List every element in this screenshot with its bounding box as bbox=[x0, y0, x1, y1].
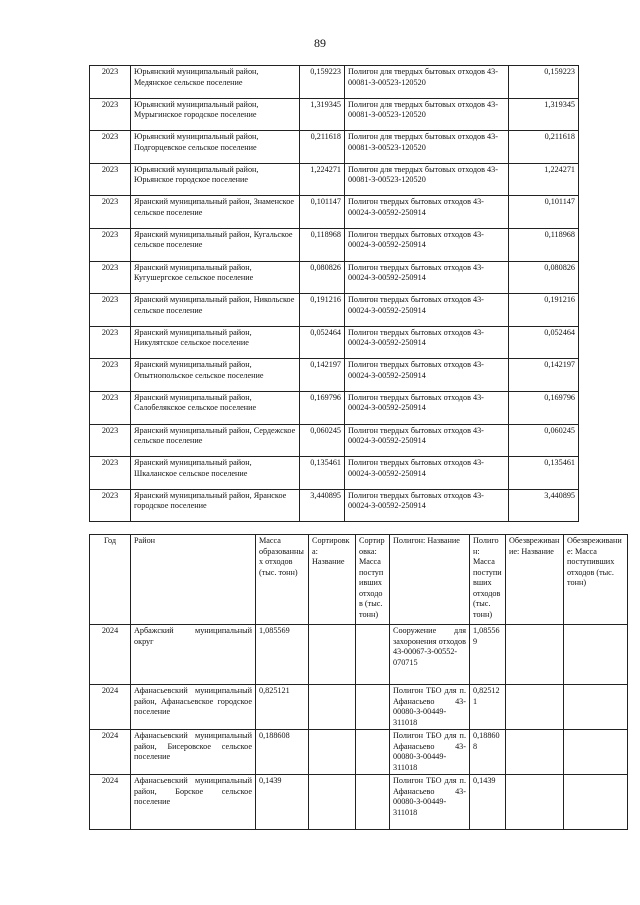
cell-district: Яранский муниципальный район, Никольское сельское поселение bbox=[131, 294, 300, 327]
cell-mass: 0,080826 bbox=[300, 261, 345, 294]
cell-landfill: Полигон для твердых бытовых отходов 43-00081-З-00523-120520 bbox=[345, 98, 509, 131]
header-district: Район bbox=[131, 535, 256, 625]
cell-mass: 0,169796 bbox=[300, 391, 345, 424]
cell-district: Яранский муниципальный район, Никулятское сельское поселение bbox=[131, 326, 300, 359]
cell-neutr-name bbox=[506, 775, 564, 830]
cell-mass: 0,060245 bbox=[300, 424, 345, 457]
cell-mass: 0,159223 bbox=[300, 66, 345, 99]
cell-landfill: Полигон для твердых бытовых отходов 43-00081-З-00523-120520 bbox=[345, 131, 509, 164]
cell-district: Яранский муниципальный район, Салобелякское сельское поселение bbox=[131, 391, 300, 424]
table-row bbox=[90, 424, 579, 457]
cell-mass: 0,118968 bbox=[300, 228, 345, 261]
table-row bbox=[90, 196, 579, 229]
table-row bbox=[90, 730, 628, 775]
table-row bbox=[90, 625, 628, 685]
cell-landfill: Полигон твердых бытовых отходов 43-00024-З-00592-250914 bbox=[345, 489, 509, 522]
cell-year: 2023 bbox=[90, 489, 131, 522]
cell-landfill: Полигон твердых бытовых отходов 43-00024-З-00592-250914 bbox=[345, 424, 509, 457]
cell-year: 2023 bbox=[90, 98, 131, 131]
cell-district: Яранский муниципальный район, Опытнопольское сельское поселение bbox=[131, 359, 300, 392]
table-row bbox=[90, 294, 579, 327]
cell-mass: 0,1439 bbox=[256, 775, 309, 830]
header-sort-mass: Сортировка: Масса поступивших отходов (тыс. тонн) bbox=[356, 535, 390, 625]
cell-neutr-name bbox=[506, 625, 564, 685]
cell-neutr-mass bbox=[564, 775, 628, 830]
cell-year: 2024 bbox=[90, 730, 131, 775]
cell-neutr-mass bbox=[564, 625, 628, 685]
waste-table-2024 bbox=[89, 534, 628, 830]
cell-total: 0,211618 bbox=[509, 131, 579, 164]
cell-mass: 1,224271 bbox=[300, 163, 345, 196]
table-row bbox=[90, 775, 628, 830]
cell-total: 0,080826 bbox=[509, 261, 579, 294]
cell-year: 2023 bbox=[90, 66, 131, 99]
header-landfill-name: Полигон: Название bbox=[390, 535, 470, 625]
cell-total: 0,060245 bbox=[509, 424, 579, 457]
cell-landfill: Полигон твердых бытовых отходов 43-00024-З-00592-250914 bbox=[345, 326, 509, 359]
cell-mass: 0,052464 bbox=[300, 326, 345, 359]
cell-district: Яранский муниципальный район, Яранское городское поселение bbox=[131, 489, 300, 522]
cell-year: 2023 bbox=[90, 261, 131, 294]
cell-landfill: Полигон твердых бытовых отходов 43-00024-З-00592-250914 bbox=[345, 261, 509, 294]
cell-district: Афанасьевский муниципальный район, Борское сельское поселение bbox=[131, 775, 256, 830]
cell-landfill: Полигон для твердых бытовых отходов 43-00081-З-00523-120520 bbox=[345, 66, 509, 99]
cell-total: 0,159223 bbox=[509, 66, 579, 99]
cell-neutr-name bbox=[506, 730, 564, 775]
cell-year: 2023 bbox=[90, 391, 131, 424]
table-header-row bbox=[90, 535, 628, 625]
cell-sort-mass bbox=[356, 730, 390, 775]
cell-sort-mass bbox=[356, 625, 390, 685]
cell-landfill-mass: 1,085569 bbox=[470, 625, 506, 685]
cell-landfill: Полигон твердых бытовых отходов 43-00024-З-00592-250914 bbox=[345, 228, 509, 261]
cell-landfill: Полигон твердых бытовых отходов 43-00024-З-00592-250914 bbox=[345, 391, 509, 424]
cell-mass: 1,319345 bbox=[300, 98, 345, 131]
header-year: Год bbox=[90, 535, 131, 625]
cell-landfill-name: Полигон ТБО для п. Афанасьево 43-00080-З-00449-311018 bbox=[390, 730, 470, 775]
cell-year: 2023 bbox=[90, 457, 131, 490]
cell-total: 1,224271 bbox=[509, 163, 579, 196]
cell-landfill: Полигон твердых бытовых отходов 43-00024-З-00592-250914 bbox=[345, 457, 509, 490]
cell-total: 0,118968 bbox=[509, 228, 579, 261]
cell-district: Юрьянский муниципальный район, Подгорцевское сельское поселение bbox=[131, 131, 300, 164]
cell-mass: 0,142197 bbox=[300, 359, 345, 392]
table-row bbox=[90, 131, 579, 164]
cell-year: 2024 bbox=[90, 625, 131, 685]
cell-total: 0,191216 bbox=[509, 294, 579, 327]
cell-landfill: Полигон для твердых бытовых отходов 43-00081-З-00523-120520 bbox=[345, 163, 509, 196]
cell-total: 0,142197 bbox=[509, 359, 579, 392]
cell-landfill-mass: 0,1439 bbox=[470, 775, 506, 830]
table-row bbox=[90, 261, 579, 294]
table-row bbox=[90, 326, 579, 359]
table-row bbox=[90, 489, 579, 522]
cell-total: 0,101147 bbox=[509, 196, 579, 229]
cell-total: 0,052464 bbox=[509, 326, 579, 359]
header-neutr-name: Обезвреживание: Название bbox=[506, 535, 564, 625]
cell-landfill: Полигон твердых бытовых отходов 43-00024-З-00592-250914 bbox=[345, 294, 509, 327]
cell-district: Арбажский муниципальный округ bbox=[131, 625, 256, 685]
cell-sort-mass bbox=[356, 685, 390, 730]
table-row bbox=[90, 359, 579, 392]
cell-landfill-name: Полигон ТБО для п. Афанасьево 43-00080-З-00449-311018 bbox=[390, 775, 470, 830]
cell-landfill-mass: 0,188608 bbox=[470, 730, 506, 775]
cell-mass: 0,191216 bbox=[300, 294, 345, 327]
cell-sort-name bbox=[309, 775, 356, 830]
cell-sort-name bbox=[309, 730, 356, 775]
cell-total: 0,169796 bbox=[509, 391, 579, 424]
cell-mass: 0,188608 bbox=[256, 730, 309, 775]
cell-landfill-name: Полигон ТБО для п. Афанасьево 43-00080-З-00449-311018 bbox=[390, 685, 470, 730]
cell-landfill: Полигон твердых бытовых отходов 43-00024-З-00592-250914 bbox=[345, 196, 509, 229]
cell-total: 1,319345 bbox=[509, 98, 579, 131]
cell-year: 2023 bbox=[90, 163, 131, 196]
cell-mass: 0,825121 bbox=[256, 685, 309, 730]
cell-year: 2024 bbox=[90, 685, 131, 730]
cell-total: 3,440895 bbox=[509, 489, 579, 522]
header-landfill-mass: Полигон: Масса поступивших отходов (тыс. тонн) bbox=[470, 535, 506, 625]
header-neutr-mass: Обезвреживание: Масса поступивших отходов (тыс. тонн) bbox=[564, 535, 628, 625]
page-number: 89 bbox=[314, 36, 326, 50]
cell-neutr-name bbox=[506, 685, 564, 730]
cell-sort-name bbox=[309, 625, 356, 685]
cell-district: Юрьянский муниципальный район, Юрьянское городское поселение bbox=[131, 163, 300, 196]
table-row bbox=[90, 228, 579, 261]
cell-district: Афанасьевский муниципальный район, Бисеровское сельское поселение bbox=[131, 730, 256, 775]
cell-mass: 1,085569 bbox=[256, 625, 309, 685]
cell-mass: 3,440895 bbox=[300, 489, 345, 522]
cell-district: Юрьянский муниципальный район, Медянское сельское поселение bbox=[131, 66, 300, 99]
cell-year: 2023 bbox=[90, 131, 131, 164]
cell-sort-mass bbox=[356, 775, 390, 830]
cell-year: 2023 bbox=[90, 424, 131, 457]
cell-district: Яранский муниципальный район, Кугушергское сельское поселение bbox=[131, 261, 300, 294]
cell-district: Яранский муниципальный район, Шкаланское сельское поселение bbox=[131, 457, 300, 490]
table-row bbox=[90, 66, 579, 99]
cell-year: 2023 bbox=[90, 326, 131, 359]
header-mass: Масса образованных отходов (тыс. тонн) bbox=[256, 535, 309, 625]
cell-district: Юрьянский муниципальный район, Мурыгинское городское поселение bbox=[131, 98, 300, 131]
cell-landfill-mass: 0,825121 bbox=[470, 685, 506, 730]
cell-landfill-name: Сооружение для захоронения отходов 43-00067-З-00552-070715 bbox=[390, 625, 470, 685]
table-row bbox=[90, 163, 579, 196]
cell-sort-name bbox=[309, 685, 356, 730]
cell-district: Яранский муниципальный район, Знаменское сельское поселение bbox=[131, 196, 300, 229]
cell-district: Афанасьевский муниципальный район, Афанасьевское городское поселение bbox=[131, 685, 256, 730]
cell-mass: 0,211618 bbox=[300, 131, 345, 164]
cell-year: 2023 bbox=[90, 228, 131, 261]
table-row bbox=[90, 391, 579, 424]
table-row bbox=[90, 98, 579, 131]
cell-district: Яранский муниципальный район, Кугальское сельское поселение bbox=[131, 228, 300, 261]
waste-table-2023 bbox=[89, 65, 579, 522]
cell-mass: 0,135461 bbox=[300, 457, 345, 490]
cell-mass: 0,101147 bbox=[300, 196, 345, 229]
cell-landfill: Полигон твердых бытовых отходов 43-00024-З-00592-250914 bbox=[345, 359, 509, 392]
cell-total: 0,135461 bbox=[509, 457, 579, 490]
cell-year: 2023 bbox=[90, 359, 131, 392]
cell-neutr-mass bbox=[564, 685, 628, 730]
cell-year: 2023 bbox=[90, 196, 131, 229]
cell-neutr-mass bbox=[564, 730, 628, 775]
header-sort-name: Сортировка: Название bbox=[309, 535, 356, 625]
table-row bbox=[90, 685, 628, 730]
table-row bbox=[90, 457, 579, 490]
cell-year: 2023 bbox=[90, 294, 131, 327]
cell-district: Яранский муниципальный район, Сердежское сельское поселение bbox=[131, 424, 300, 457]
cell-year: 2024 bbox=[90, 775, 131, 830]
